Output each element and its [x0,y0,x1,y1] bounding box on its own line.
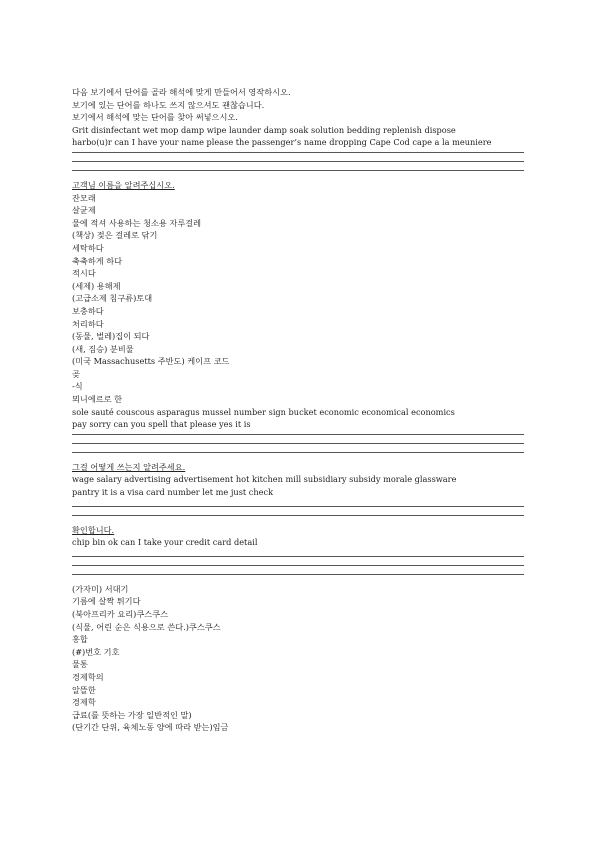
answer-line[interactable] [72,443,524,444]
answer-line[interactable] [72,452,524,453]
definition-item: (세제) 용해제 [72,280,121,291]
answer-line[interactable] [72,170,524,171]
prompt-sentence-2: 그걸 어떻게 쓰는지 알려주세요. [72,461,186,472]
definition-item: 경제학 [72,697,96,708]
word-bank-line: wage salary advertising advertisement hot kitchen mill subsidiary subsidy morale glassware [72,474,457,485]
definition-item: (고급소제 침구류)토대 [72,293,153,304]
answer-line[interactable] [72,565,524,566]
definition-item: 잔모래 [72,192,96,203]
word-bank-line: pantry it is a visa card number let me just check [72,487,274,498]
definition-item: (새, 짐승) 분비물 [72,343,134,354]
definition-item: 보충하다 [72,305,104,316]
word-bank-2 [72,406,524,431]
answer-line[interactable] [72,161,524,162]
definition-item: 급료(를 뜻하는 가장 일반적인 말) [72,709,192,720]
answer-lines-2[interactable] [72,434,524,453]
word-bank-1 [72,124,524,149]
definition-item: 물통 [72,659,88,670]
definition-item: 처리하다 [72,318,104,329]
definition-item: 곶 [72,368,80,379]
definition-item: (단기간 단위, 육체노동 양에 따라 받는)임금 [72,722,229,733]
instruction-line: 다음 보기에서 단어를 골라 해석에 맞게 만들어서 영작하시오. [72,87,291,97]
answer-lines-4[interactable] [72,556,524,575]
definition-item: 기름에 살짝 튀기다 [72,596,141,607]
definition-item: 알뜰한 [72,684,96,695]
definition-item: 살균제 [72,205,96,216]
answer-line[interactable] [72,574,524,575]
word-bank-4 [72,536,524,549]
definition-item: (책상) 젖은 걸레로 닦기 [72,230,158,241]
prompt-sentence-1: 고객님 이름을 알려주십시오. [72,179,175,190]
prompt-sentence-3: 확인합니다. [72,524,115,535]
word-bank-line: Grit disinfectant wet mop damp wipe launder damp soak solution bedding replenish dispose [72,124,456,135]
definition-item: (북아프리카 요리)쿠스쿠스 [72,609,168,619]
definition-item: 적시다 [72,268,96,279]
answer-lines-1[interactable] [72,152,524,171]
definition-item: 뫼니에르로 한 [72,394,123,405]
definition-item: (미국 Massachusetts 주반도) 케이프 코드 [72,356,230,367]
word-bank-line: chip bin ok can I take your credit card detail [72,537,258,548]
definition-item: 세탁하다 [72,242,104,253]
definition-item: -식 [72,381,83,392]
worksheet-page [72,86,524,734]
word-bank-line: pay sorry can you spell that please yes it is [72,419,251,430]
answer-line[interactable] [72,515,524,516]
definition-item: (#)번호 기호 [72,646,120,657]
definition-item: (가자미) 서대기 [72,583,129,594]
definition-item: 물에 적셔 사용하는 청소용 자루걸레 [72,217,202,228]
definition-item: 홍합 [72,634,88,645]
answer-lines-3[interactable] [72,506,524,516]
definition-item: 경제학의 [72,671,104,682]
definition-item: 축축하게 하다 [72,255,123,266]
definitions-list-1 [72,192,524,406]
instruction-line: 보기에 있는 단어를 하나도 쓰지 않으셔도 괜찮습니다. [72,99,265,110]
word-bank-3 [72,473,524,498]
answer-line[interactable] [72,152,524,153]
instruction-line: 보기에서 해석에 맞는 단어를 찾아 써넣으시오. [72,112,238,123]
instructions [72,86,524,124]
definition-item: (식물, 어린 순은 식용으로 쓴다.)쿠스쿠스 [72,621,221,632]
answer-line[interactable] [72,556,524,557]
answer-line[interactable] [72,434,524,435]
definition-item: (동물, 벌레)집이 되다 [72,331,150,342]
word-bank-line: harbo(u)r can I have your name please the passenger’s name dropping Cape Cod cape a la meuniere [72,137,492,148]
definitions-list-2 [72,583,524,734]
answer-line[interactable] [72,506,524,507]
word-bank-line: sole sauté couscous asparagus mussel number sign bucket economic economical economics [72,406,455,417]
